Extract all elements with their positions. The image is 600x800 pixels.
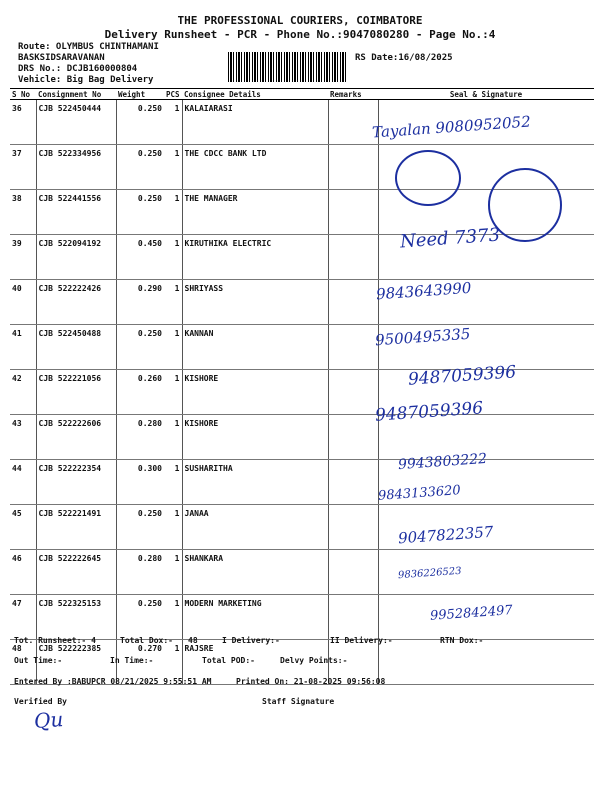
row-pcs: 1 — [164, 100, 182, 145]
total-dox-label: Total Dox:- — [120, 636, 173, 645]
row-weight: 0.250 — [116, 505, 164, 550]
row-sno: 44 — [10, 460, 36, 505]
drs-number: DRS No.: DCJB160000804 — [18, 64, 138, 74]
out-time: Out Time:- — [14, 656, 63, 665]
col-sno: S No — [10, 89, 36, 100]
ii-delivery: II Delivery:- — [330, 636, 393, 645]
row-remarks — [328, 145, 378, 190]
col-pcs: PCS — [164, 89, 182, 100]
table-header — [10, 89, 594, 100]
seal-stamp — [395, 150, 461, 206]
barcode — [228, 52, 348, 82]
in-time: In Time:- — [110, 656, 154, 665]
row-consignment: CJB 522222385 — [36, 640, 116, 685]
row-weight: 0.260 — [116, 370, 164, 415]
row-consignee: RAJSRE — [182, 640, 328, 685]
row-sno: 39 — [10, 235, 36, 280]
company-title: THE PROFESSIONAL COURIERS, COIMBATORE — [177, 14, 423, 27]
table-row — [10, 460, 594, 505]
col-weight: Weight — [116, 89, 164, 100]
row-sno: 42 — [10, 370, 36, 415]
row-sno: 38 — [10, 190, 36, 235]
row-consignee: KIRUTHIKA ELECTRIC — [182, 235, 328, 280]
table-row — [10, 280, 594, 325]
row-pcs: 1 — [164, 505, 182, 550]
row-weight: 0.250 — [116, 595, 164, 640]
row-pcs: 1 — [164, 595, 182, 640]
signature: 9843643990 — [375, 278, 472, 304]
row-pcs: 1 — [164, 640, 182, 685]
signature: 9952842497 — [429, 603, 514, 624]
signature: Tayalan 9080952052 — [371, 112, 532, 142]
row-remarks — [328, 325, 378, 370]
tot-runsheet: Tot. Runsheet:- 4 — [14, 636, 96, 645]
row-weight: 0.250 — [116, 145, 164, 190]
row-pcs: 1 — [164, 415, 182, 460]
total-dox-value: 48 — [188, 636, 198, 645]
signature: 9487059396 — [407, 362, 517, 390]
row-remarks — [328, 190, 378, 235]
row-weight: 0.280 — [116, 550, 164, 595]
row-consignee: KISHORE — [182, 415, 328, 460]
row-remarks — [328, 280, 378, 325]
table-row — [10, 505, 594, 550]
row-pcs: 1 — [164, 190, 182, 235]
col-remarks: Remarks — [328, 89, 378, 100]
row-consignee: SHANKARA — [182, 550, 328, 595]
rs-date: RS Date:16/08/2025 — [355, 53, 453, 63]
row-consignment: CJB 522222426 — [36, 280, 116, 325]
row-weight: 0.300 — [116, 460, 164, 505]
row-consignment: CJB 522325153 — [36, 595, 116, 640]
row-consignment: CJB 522222354 — [36, 460, 116, 505]
row-sno: 37 — [10, 145, 36, 190]
staff-name: BASKSIDSARAVANAN — [18, 53, 105, 63]
row-weight: 0.270 — [116, 640, 164, 685]
printed-on: Printed On: 21-08-2025 09:56:08 — [236, 677, 386, 686]
signature: 9843133620 — [377, 483, 462, 504]
row-consignment: CJB 522441556 — [36, 190, 116, 235]
row-remarks — [328, 505, 378, 550]
row-sno: 36 — [10, 100, 36, 145]
row-sno: 46 — [10, 550, 36, 595]
row-consignee: KANNAN — [182, 325, 328, 370]
vehicle-label: Vehicle: Big Bag Delivery — [18, 75, 154, 85]
signature: 9487059396 — [374, 398, 484, 426]
route-label: Route: OLYMBUS CHINTHAMANI — [18, 42, 159, 52]
signature-scribble: Need 7373 — [399, 224, 501, 253]
col-signature: Seal & Signature — [378, 89, 594, 100]
row-consignee: THE MANAGER — [182, 190, 328, 235]
signature: 9500495335 — [374, 324, 471, 350]
row-sno: 45 — [10, 505, 36, 550]
row-remarks — [328, 595, 378, 640]
delvy-points: Delvy Points:- — [280, 656, 348, 665]
row-consignee: KISHORE — [182, 370, 328, 415]
row-consignment: CJB 522334956 — [36, 145, 116, 190]
row-pcs: 1 — [164, 460, 182, 505]
row-pcs: 1 — [164, 325, 182, 370]
table-row — [10, 415, 594, 460]
row-consignment: CJB 522221491 — [36, 505, 116, 550]
row-weight: 0.250 — [116, 325, 164, 370]
signature: 9047822357 — [397, 522, 494, 548]
row-consignee: SHRIYASS — [182, 280, 328, 325]
row-sno: 40 — [10, 280, 36, 325]
runsheet-subtitle: Delivery Runsheet - PCR - Phone No.:9047080280 - Page No.:4 — [104, 28, 496, 41]
row-pcs: 1 — [164, 370, 182, 415]
row-consignment: CJB 522221056 — [36, 370, 116, 415]
rtn-dox: RTN Dox:- — [440, 636, 484, 645]
entered-by: Entered By :BABUPCR 08/21/2025 9:55:51 AM — [14, 677, 212, 686]
row-weight: 0.450 — [116, 235, 164, 280]
row-remarks — [328, 550, 378, 595]
row-consignment: CJB 522450444 — [36, 100, 116, 145]
row-sno: 41 — [10, 325, 36, 370]
row-remarks — [328, 460, 378, 505]
row-pcs: 1 — [164, 235, 182, 280]
row-weight: 0.280 — [116, 415, 164, 460]
row-consignment: CJB 522094192 — [36, 235, 116, 280]
col-consignment: Consignment No — [36, 89, 116, 100]
table-row — [10, 550, 594, 595]
row-consignment: CJB 522222606 — [36, 415, 116, 460]
row-remarks — [328, 100, 378, 145]
row-remarks — [328, 370, 378, 415]
row-remarks — [328, 415, 378, 460]
verifier-signature-scribble: Qu — [33, 707, 65, 733]
row-consignee: JANAA — [182, 505, 328, 550]
row-consignment: CJB 522450488 — [36, 325, 116, 370]
row-consignee: MODERN MARKETING — [182, 595, 328, 640]
row-consignee: SUSHARITHA — [182, 460, 328, 505]
row-pcs: 1 — [164, 280, 182, 325]
row-consignee: KALAIARASI — [182, 100, 328, 145]
col-consignee: Consignee Details — [182, 89, 328, 100]
total-pod: Total POD:- — [202, 656, 255, 665]
row-sno: 43 — [10, 415, 36, 460]
row-pcs: 1 — [164, 550, 182, 595]
row-signature — [378, 640, 594, 685]
row-remarks — [328, 235, 378, 280]
row-weight: 0.250 — [116, 100, 164, 145]
i-delivery: I Delivery:- — [222, 636, 280, 645]
signature: 9836226523 — [397, 565, 462, 582]
row-consignee: THE CDCC BANK LTD — [182, 145, 328, 190]
row-weight: 0.250 — [116, 190, 164, 235]
row-pcs: 1 — [164, 145, 182, 190]
row-consignment: CJB 522222645 — [36, 550, 116, 595]
table-row — [10, 235, 594, 280]
signature: 9943803222 — [397, 450, 488, 474]
verified-by: Verified By — [14, 697, 67, 706]
row-sno: 48 — [10, 640, 36, 685]
row-sno: 47 — [10, 595, 36, 640]
row-weight: 0.290 — [116, 280, 164, 325]
staff-signature: Staff Signature — [262, 697, 335, 706]
